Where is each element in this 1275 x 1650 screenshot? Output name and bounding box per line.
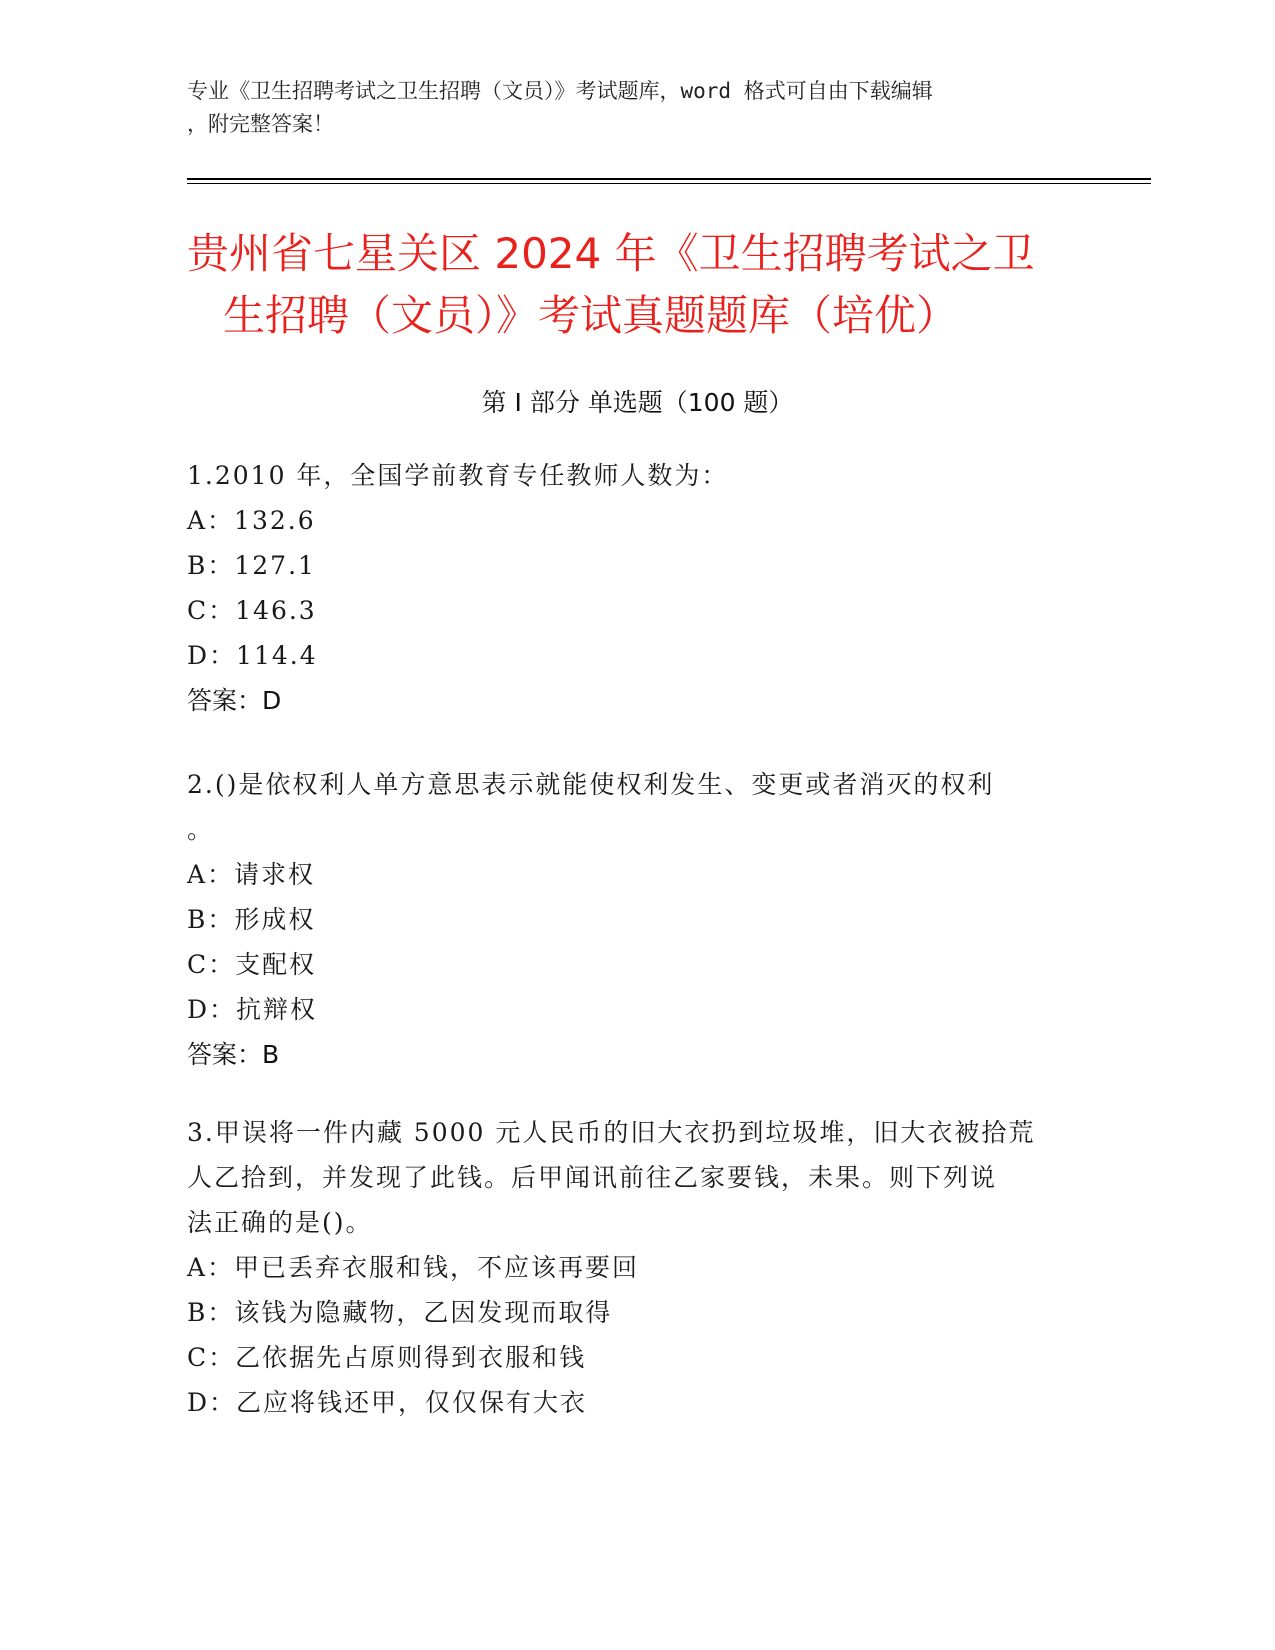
option-b: B：127.1 <box>187 551 316 580</box>
option-d: D：抗辩权 <box>187 995 318 1024</box>
option-a: A：甲已丢弃衣服和钱，不应该再要回 <box>187 1253 640 1282</box>
question-stem: 2.()是依权利人单方意思表示就能使权利发生、变更或者消灭的权利 <box>187 770 995 799</box>
document-title-line1: 贵州省七星关区 2024 年《卫生招聘考试之卫 <box>187 229 1035 278</box>
option-b: B：该钱为隐藏物，乙因发现而取得 <box>187 1298 613 1327</box>
header-note-line1: 专业《卫生招聘考试之卫生招聘（文员）》考试题库，word 格式可自由下载编辑 <box>187 79 933 103</box>
question-stem: 3.甲误将一件内藏 5000 元人民币的旧大衣扔到垃圾堆，旧大衣被拾荒 <box>187 1118 1036 1147</box>
section-title: 第 I 部分 单选题（100 题） <box>481 388 794 417</box>
question-1 <box>187 453 1087 723</box>
document-title-line2: 生招聘（文员）》考试真题题库（培优） <box>223 291 959 340</box>
answer: 答案：D <box>187 686 282 715</box>
question-3 <box>187 1110 1087 1425</box>
header-rule-thick <box>187 178 1151 180</box>
header-rule-thin <box>187 183 1151 184</box>
question-stem: 1.2010 年，全国学前教育专任教师人数为： <box>187 461 729 490</box>
document-title <box>187 223 1087 347</box>
option-b: B：形成权 <box>187 905 316 934</box>
option-d: D：114.4 <box>187 641 318 670</box>
option-c: C：乙依据先占原则得到衣服和钱 <box>187 1343 587 1372</box>
question-stem-line2: 人乙拾到，并发现了此钱。后甲闻讯前往乙家要钱，未果。则下列说 <box>187 1163 998 1192</box>
header-note-line2: ，附完整答案！ <box>187 112 334 136</box>
header-note <box>187 75 1067 141</box>
option-c: C：146.3 <box>187 596 317 625</box>
question-stem-line3: 法正确的是()。 <box>187 1208 373 1237</box>
answer: 答案：B <box>187 1040 280 1069</box>
option-a: A：132.6 <box>187 506 316 535</box>
option-a: A：请求权 <box>187 860 316 889</box>
option-d: D：乙应将钱还甲，仅仅保有大衣 <box>187 1388 588 1417</box>
option-c: C：支配权 <box>187 950 317 979</box>
question-stem-continuation: 。 <box>187 815 215 844</box>
question-2 <box>187 762 1087 1077</box>
